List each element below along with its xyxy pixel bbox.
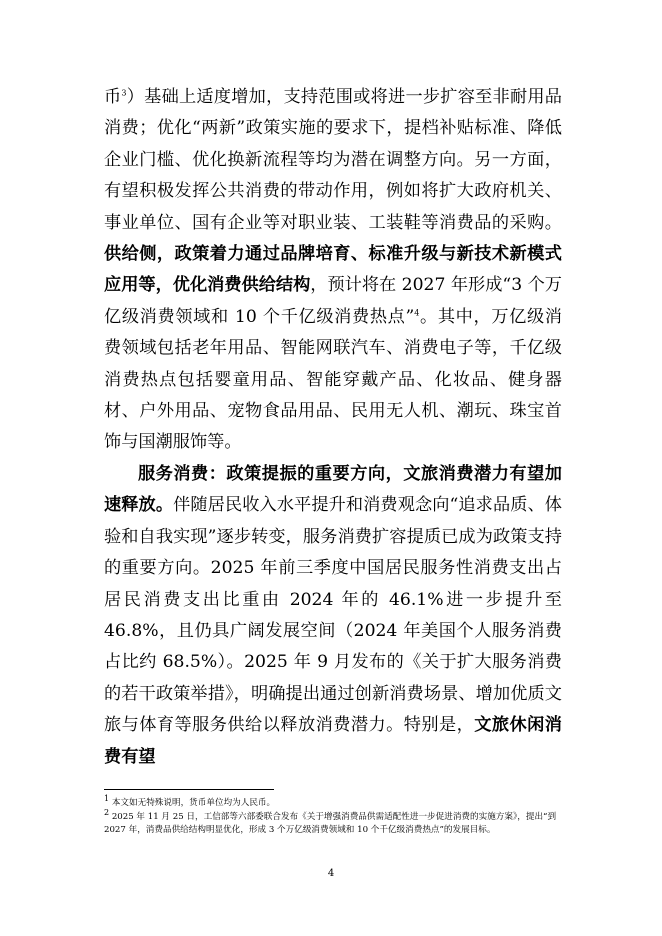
footnote-text: 2025 年 11 月 25 日，工信部等六部委联合发布《关于增强消费品供需适配性进一步促进消费的实施方案》，提出“到 2027 年，消费品供给结构明显优化，形成 3 个万亿级消费领域和 10 个千亿级消费热点”的发展目标。 [104, 811, 557, 836]
page-number: 4 [327, 868, 335, 879]
paragraph [104, 82, 562, 459]
footnote-ref: 3 [121, 88, 127, 98]
footnote-text: 本文如无特殊说明，货币单位均为人民币。 [109, 798, 276, 808]
text-run: 币 [104, 87, 122, 107]
footnote [104, 807, 562, 838]
footnote [104, 794, 562, 811]
text-run: ）基础上适度增加，支持范围或将进一步扩容至非耐用品消费；优化“两新”政策实施的要求下，提档补贴标准、降低企业门槛、优化换新流程等均为潜在调整方向。另一方面，有望积极发挥公共消费的带动作用，例如将扩大政府机关、事业单位、国有企业等对职业装、工装鞋等消费品的采购。 [104, 87, 562, 233]
footnote-number: 2 [104, 807, 110, 817]
paragraph [104, 459, 562, 773]
bold-run: 服务消费：政策提振的重要方向，文旅消费潜力有望加速释放。 [104, 463, 562, 516]
bold-run: 文旅休闲消费有望 [104, 715, 562, 767]
text-run: ，预计将在 2027 年形成“3 个万亿级消费领域和 10 个千亿级消费热点” [104, 275, 562, 327]
body-text [104, 82, 562, 773]
text-run: 。其中，万亿级消费领域包括老年用品、智能网联汽车、消费电子等，千亿级消费热点包括婴童用品、智能穿戴产品、化妆品、健身器材、户外用品、宠物食品用品、民用无人机、潮玩、珠宝首饰与国潮服饰等。 [104, 306, 562, 453]
footnotes [104, 794, 562, 838]
text-run: 伴随居民收入水平提升和消费观念向“追求品质、体验和自我实现”逐步转变，服务消费扩容提质已成为政策支持的重要方向。2025 年前三季度中国居民服务性消费支出占居民消费支出比重由 2024 年的 46.1%进一步提升至 46.8%，且仍具广阔发展空间（2024 年美国个人服务消费占比约 68.5%）。2025 年 9 月发布的《关于扩大服务消费的若干政策举措》，明确提出通过创新消费场景、增加优质文旅与体育等服务供给以释放消费潜力。特别是， [104, 495, 562, 736]
bold-run: 供给侧，政策着力通过品牌培育、标准升级与新技术新模式应用等，优化消费供给结构 [104, 244, 562, 296]
footnote-number: 1 [104, 794, 110, 804]
footnote-ref: 4 [414, 308, 420, 318]
footnote-divider [104, 789, 274, 790]
